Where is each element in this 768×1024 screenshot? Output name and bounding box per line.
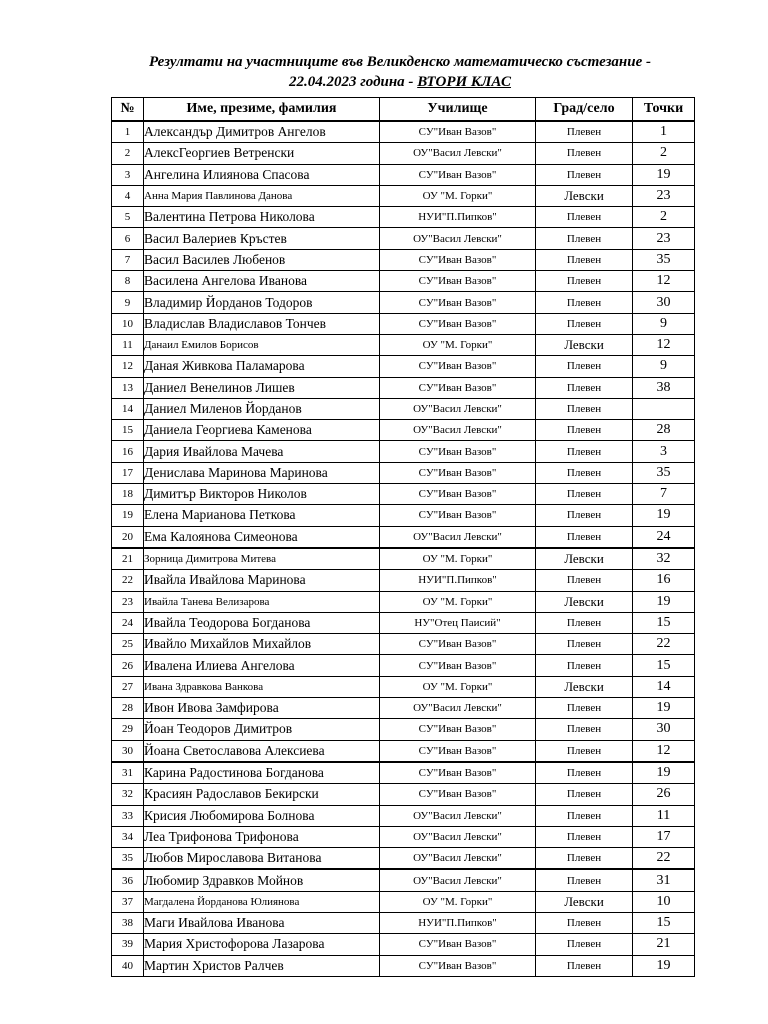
- points-value: 15: [633, 612, 695, 633]
- row-number: 36: [112, 869, 144, 891]
- participant-name: Анна Мария Павлинова Данова: [144, 185, 380, 206]
- city-name: Плевен: [536, 143, 633, 164]
- row-number: 6: [112, 228, 144, 249]
- city-name: Плевен: [536, 271, 633, 292]
- school-name: СУ"Иван Вазов": [380, 784, 536, 805]
- participant-name: Ивана Здравкова Ванкова: [144, 676, 380, 697]
- school-name: СУ"Иван Вазов": [380, 356, 536, 377]
- table-row: [112, 121, 695, 143]
- participant-name: Леа Трифонова Трифонова: [144, 826, 380, 847]
- school-name: ОУ"Васил Левски": [380, 698, 536, 719]
- row-number: 23: [112, 591, 144, 612]
- points-value: 12: [633, 740, 695, 762]
- participant-name: Любомир Здравков Мойнов: [144, 869, 380, 891]
- school-name: ОУ"Васил Левски": [380, 526, 536, 548]
- school-name: ОУ "М. Горки": [380, 548, 536, 570]
- row-number: 5: [112, 207, 144, 228]
- points-value: 19: [633, 698, 695, 719]
- table-row: [112, 719, 695, 740]
- participant-name: Мария Христофорова Лазарова: [144, 934, 380, 955]
- city-name: Плевен: [536, 164, 633, 185]
- school-name: ОУ "М. Горки": [380, 185, 536, 206]
- city-name: Плевен: [536, 612, 633, 633]
- header-num: №: [112, 98, 144, 122]
- table-row: [112, 548, 695, 570]
- table-row: [112, 784, 695, 805]
- participant-name: АлексГеоргиев Ветренски: [144, 143, 380, 164]
- city-name: Плевен: [536, 249, 633, 270]
- city-name: Левски: [536, 185, 633, 206]
- points-value: 12: [633, 271, 695, 292]
- row-number: 7: [112, 249, 144, 270]
- school-name: СУ"Иван Вазов": [380, 740, 536, 762]
- points-value: [633, 398, 695, 419]
- participant-name: Денислава Маринова Маринова: [144, 462, 380, 483]
- school-name: СУ"Иван Вазов": [380, 955, 536, 976]
- city-name: Плевен: [536, 848, 633, 870]
- participant-name: Валентина Петрова Николова: [144, 207, 380, 228]
- row-number: 16: [112, 441, 144, 462]
- page-title: [0, 52, 768, 92]
- city-name: Плевен: [536, 826, 633, 847]
- table-row: [112, 805, 695, 826]
- row-number: 3: [112, 164, 144, 185]
- school-name: ОУ "М. Горки": [380, 676, 536, 697]
- header-points: Точки: [633, 98, 695, 122]
- header-city: Град/село: [536, 98, 633, 122]
- row-number: 8: [112, 271, 144, 292]
- row-number: 24: [112, 612, 144, 633]
- row-number: 2: [112, 143, 144, 164]
- school-name: СУ"Иван Вазов": [380, 313, 536, 334]
- header-name: Име, презиме, фамилия: [144, 98, 380, 122]
- participant-name: Даниел Венелинов Лишев: [144, 377, 380, 398]
- points-value: 22: [633, 848, 695, 870]
- table-row: [112, 462, 695, 483]
- city-name: Левски: [536, 548, 633, 570]
- table-row: [112, 377, 695, 398]
- row-number: 17: [112, 462, 144, 483]
- city-name: Плевен: [536, 634, 633, 655]
- participant-name: Елена Марианова Петкова: [144, 505, 380, 526]
- school-name: НУ"Отец Паисий": [380, 612, 536, 633]
- city-name: Плевен: [536, 784, 633, 805]
- city-name: Плевен: [536, 462, 633, 483]
- city-name: Плевен: [536, 570, 633, 591]
- school-name: СУ"Иван Вазов": [380, 249, 536, 270]
- city-name: Плевен: [536, 805, 633, 826]
- table-row: [112, 228, 695, 249]
- school-name: СУ"Иван Вазов": [380, 462, 536, 483]
- participant-name: Дария Ивайлова Мачева: [144, 441, 380, 462]
- row-number: 21: [112, 548, 144, 570]
- table-row: [112, 912, 695, 933]
- table-row: [112, 591, 695, 612]
- school-name: ОУ"Васил Левски": [380, 826, 536, 847]
- participant-name: Йоан Теодоров Димитров: [144, 719, 380, 740]
- points-value: 11: [633, 805, 695, 826]
- school-name: ОУ"Васил Левски": [380, 398, 536, 419]
- table-row: [112, 398, 695, 419]
- city-name: Плевен: [536, 356, 633, 377]
- participant-name: Ивайло Михайлов Михайлов: [144, 634, 380, 655]
- participant-name: Даниел Миленов Йорданов: [144, 398, 380, 419]
- row-number: 40: [112, 955, 144, 976]
- school-name: ОУ "М. Горки": [380, 334, 536, 355]
- table-row: [112, 164, 695, 185]
- points-value: 21: [633, 934, 695, 955]
- table-row: [112, 570, 695, 591]
- points-value: 23: [633, 185, 695, 206]
- participant-name: Ивайла Теодорова Богданова: [144, 612, 380, 633]
- points-value: 22: [633, 634, 695, 655]
- row-number: 10: [112, 313, 144, 334]
- school-name: СУ"Иван Вазов": [380, 762, 536, 784]
- city-name: Плевен: [536, 505, 633, 526]
- table-row: [112, 292, 695, 313]
- table-row: [112, 271, 695, 292]
- city-name: Плевен: [536, 420, 633, 441]
- results-table: [111, 97, 695, 977]
- table-row: [112, 334, 695, 355]
- school-name: ОУ"Васил Левски": [380, 848, 536, 870]
- school-name: СУ"Иван Вазов": [380, 121, 536, 143]
- city-name: Левски: [536, 334, 633, 355]
- points-value: 17: [633, 826, 695, 847]
- table-row: [112, 634, 695, 655]
- city-name: Плевен: [536, 934, 633, 955]
- row-number: 15: [112, 420, 144, 441]
- city-name: Плевен: [536, 762, 633, 784]
- city-name: Плевен: [536, 292, 633, 313]
- school-name: НУИ"П.Пипков": [380, 570, 536, 591]
- points-value: 1: [633, 121, 695, 143]
- school-name: ОУ"Васил Левски": [380, 420, 536, 441]
- table-row: [112, 249, 695, 270]
- city-name: Плевен: [536, 869, 633, 891]
- school-name: ОУ"Васил Левски": [380, 869, 536, 891]
- school-name: СУ"Иван Вазов": [380, 634, 536, 655]
- school-name: СУ"Иван Вазов": [380, 934, 536, 955]
- city-name: Левски: [536, 591, 633, 612]
- table-row: [112, 848, 695, 870]
- points-value: 9: [633, 313, 695, 334]
- participant-name: Александър Димитров Ангелов: [144, 121, 380, 143]
- participant-name: Карина Радостинова Богданова: [144, 762, 380, 784]
- row-number: 26: [112, 655, 144, 676]
- city-name: Плевен: [536, 484, 633, 505]
- points-value: 10: [633, 891, 695, 912]
- points-value: 15: [633, 655, 695, 676]
- city-name: Плевен: [536, 121, 633, 143]
- city-name: Плевен: [536, 441, 633, 462]
- school-name: ОУ"Васил Левски": [380, 228, 536, 249]
- points-value: 14: [633, 676, 695, 697]
- school-name: ОУ "М. Горки": [380, 891, 536, 912]
- table-row: [112, 740, 695, 762]
- school-name: ОУ"Васил Левски": [380, 143, 536, 164]
- school-name: СУ"Иван Вазов": [380, 164, 536, 185]
- row-number: 29: [112, 719, 144, 740]
- row-number: 13: [112, 377, 144, 398]
- city-name: Плевен: [536, 228, 633, 249]
- city-name: Плевен: [536, 719, 633, 740]
- points-value: 2: [633, 143, 695, 164]
- participant-name: Ивайла Танева Велизарова: [144, 591, 380, 612]
- city-name: Плевен: [536, 398, 633, 419]
- row-number: 35: [112, 848, 144, 870]
- school-name: НУИ"П.Пипков": [380, 912, 536, 933]
- points-value: 19: [633, 762, 695, 784]
- table-row: [112, 143, 695, 164]
- row-number: 34: [112, 826, 144, 847]
- title-class: ВТОРИ КЛАС: [417, 74, 512, 90]
- city-name: Плевен: [536, 313, 633, 334]
- title-line-1: Резултати на участниците във Великденско математическо състезание -: [149, 54, 651, 70]
- participant-name: Ивон Ивова Замфирова: [144, 698, 380, 719]
- city-name: Левски: [536, 891, 633, 912]
- participant-name: Даная Живкова Паламарова: [144, 356, 380, 377]
- points-value: 35: [633, 249, 695, 270]
- table-row: [112, 612, 695, 633]
- row-number: 27: [112, 676, 144, 697]
- participant-name: Мартин Христов Ралчев: [144, 955, 380, 976]
- table-row: [112, 698, 695, 719]
- points-value: 3: [633, 441, 695, 462]
- row-number: 9: [112, 292, 144, 313]
- participant-name: Владислав Владиславов Тончев: [144, 313, 380, 334]
- school-name: СУ"Иван Вазов": [380, 292, 536, 313]
- table-row: [112, 655, 695, 676]
- table-row: [112, 207, 695, 228]
- table-row: [112, 505, 695, 526]
- participant-name: Даниела Георгиева Каменова: [144, 420, 380, 441]
- points-value: 19: [633, 591, 695, 612]
- city-name: Плевен: [536, 955, 633, 976]
- participant-name: Данаил Емилов Борисов: [144, 334, 380, 355]
- points-value: 7: [633, 484, 695, 505]
- row-number: 32: [112, 784, 144, 805]
- points-value: 26: [633, 784, 695, 805]
- school-name: ОУ "М. Горки": [380, 591, 536, 612]
- table-row: [112, 526, 695, 548]
- points-value: 12: [633, 334, 695, 355]
- row-number: 31: [112, 762, 144, 784]
- city-name: Левски: [536, 676, 633, 697]
- participant-name: Маги Ивайлова Иванова: [144, 912, 380, 933]
- points-value: 23: [633, 228, 695, 249]
- table-row: [112, 934, 695, 955]
- points-value: 15: [633, 912, 695, 933]
- results-body: [112, 121, 695, 976]
- city-name: Плевен: [536, 912, 633, 933]
- points-value: 32: [633, 548, 695, 570]
- header-row: [112, 98, 695, 122]
- points-value: 30: [633, 292, 695, 313]
- table-row: [112, 826, 695, 847]
- points-value: 19: [633, 505, 695, 526]
- city-name: Плевен: [536, 698, 633, 719]
- table-row: [112, 869, 695, 891]
- participant-name: Любов Мирославова Витанова: [144, 848, 380, 870]
- table-row: [112, 356, 695, 377]
- row-number: 33: [112, 805, 144, 826]
- points-value: 9: [633, 356, 695, 377]
- row-number: 39: [112, 934, 144, 955]
- points-value: 38: [633, 377, 695, 398]
- title-line-2: [0, 72, 768, 92]
- points-value: 19: [633, 955, 695, 976]
- points-value: 16: [633, 570, 695, 591]
- participant-name: Зорница Димитрова Митева: [144, 548, 380, 570]
- row-number: 28: [112, 698, 144, 719]
- city-name: Плевен: [536, 377, 633, 398]
- city-name: Плевен: [536, 740, 633, 762]
- participant-name: Васил Василев Любенов: [144, 249, 380, 270]
- participant-name: Магдалена Йорданова Юлиянова: [144, 891, 380, 912]
- participant-name: Ангелина Илиянова Спасова: [144, 164, 380, 185]
- points-value: 24: [633, 526, 695, 548]
- row-number: 4: [112, 185, 144, 206]
- row-number: 19: [112, 505, 144, 526]
- participant-name: Крисия Любомирова Болнова: [144, 805, 380, 826]
- school-name: ОУ"Васил Левски": [380, 805, 536, 826]
- table-row: [112, 955, 695, 976]
- title-date: 22.04.2023 година -: [288, 74, 418, 90]
- row-number: 14: [112, 398, 144, 419]
- table-row: [112, 420, 695, 441]
- participant-name: Димитър Викторов Николов: [144, 484, 380, 505]
- participant-name: Васил Валериев Кръстев: [144, 228, 380, 249]
- school-name: СУ"Иван Вазов": [380, 655, 536, 676]
- row-number: 20: [112, 526, 144, 548]
- table-row: [112, 313, 695, 334]
- row-number: 22: [112, 570, 144, 591]
- points-value: 30: [633, 719, 695, 740]
- school-name: СУ"Иван Вазов": [380, 719, 536, 740]
- table-row: [112, 441, 695, 462]
- row-number: 18: [112, 484, 144, 505]
- points-value: 35: [633, 462, 695, 483]
- row-number: 37: [112, 891, 144, 912]
- row-number: 38: [112, 912, 144, 933]
- school-name: СУ"Иван Вазов": [380, 484, 536, 505]
- participant-name: Василена Ангелова Иванова: [144, 271, 380, 292]
- row-number: 25: [112, 634, 144, 655]
- school-name: НУИ"П.Пипков": [380, 207, 536, 228]
- participant-name: Владимир Йорданов Тодоров: [144, 292, 380, 313]
- table-row: [112, 484, 695, 505]
- school-name: СУ"Иван Вазов": [380, 271, 536, 292]
- points-value: 28: [633, 420, 695, 441]
- points-value: 31: [633, 869, 695, 891]
- row-number: 11: [112, 334, 144, 355]
- row-number: 30: [112, 740, 144, 762]
- city-name: Плевен: [536, 207, 633, 228]
- row-number: 1: [112, 121, 144, 143]
- points-value: 19: [633, 164, 695, 185]
- participant-name: Ивалена Илиева Ангелова: [144, 655, 380, 676]
- table-row: [112, 185, 695, 206]
- table-row: [112, 676, 695, 697]
- points-value: 2: [633, 207, 695, 228]
- table-row: [112, 891, 695, 912]
- participant-name: Ема Калоянова Симеонова: [144, 526, 380, 548]
- school-name: СУ"Иван Вазов": [380, 441, 536, 462]
- participant-name: Йоана Светославова Алексиева: [144, 740, 380, 762]
- participant-name: Красиян Радославов Бекирски: [144, 784, 380, 805]
- row-number: 12: [112, 356, 144, 377]
- city-name: Плевен: [536, 655, 633, 676]
- table-row: [112, 762, 695, 784]
- city-name: Плевен: [536, 526, 633, 548]
- school-name: СУ"Иван Вазов": [380, 505, 536, 526]
- school-name: СУ"Иван Вазов": [380, 377, 536, 398]
- participant-name: Ивайла Ивайлова Маринова: [144, 570, 380, 591]
- header-school: Училище: [380, 98, 536, 122]
